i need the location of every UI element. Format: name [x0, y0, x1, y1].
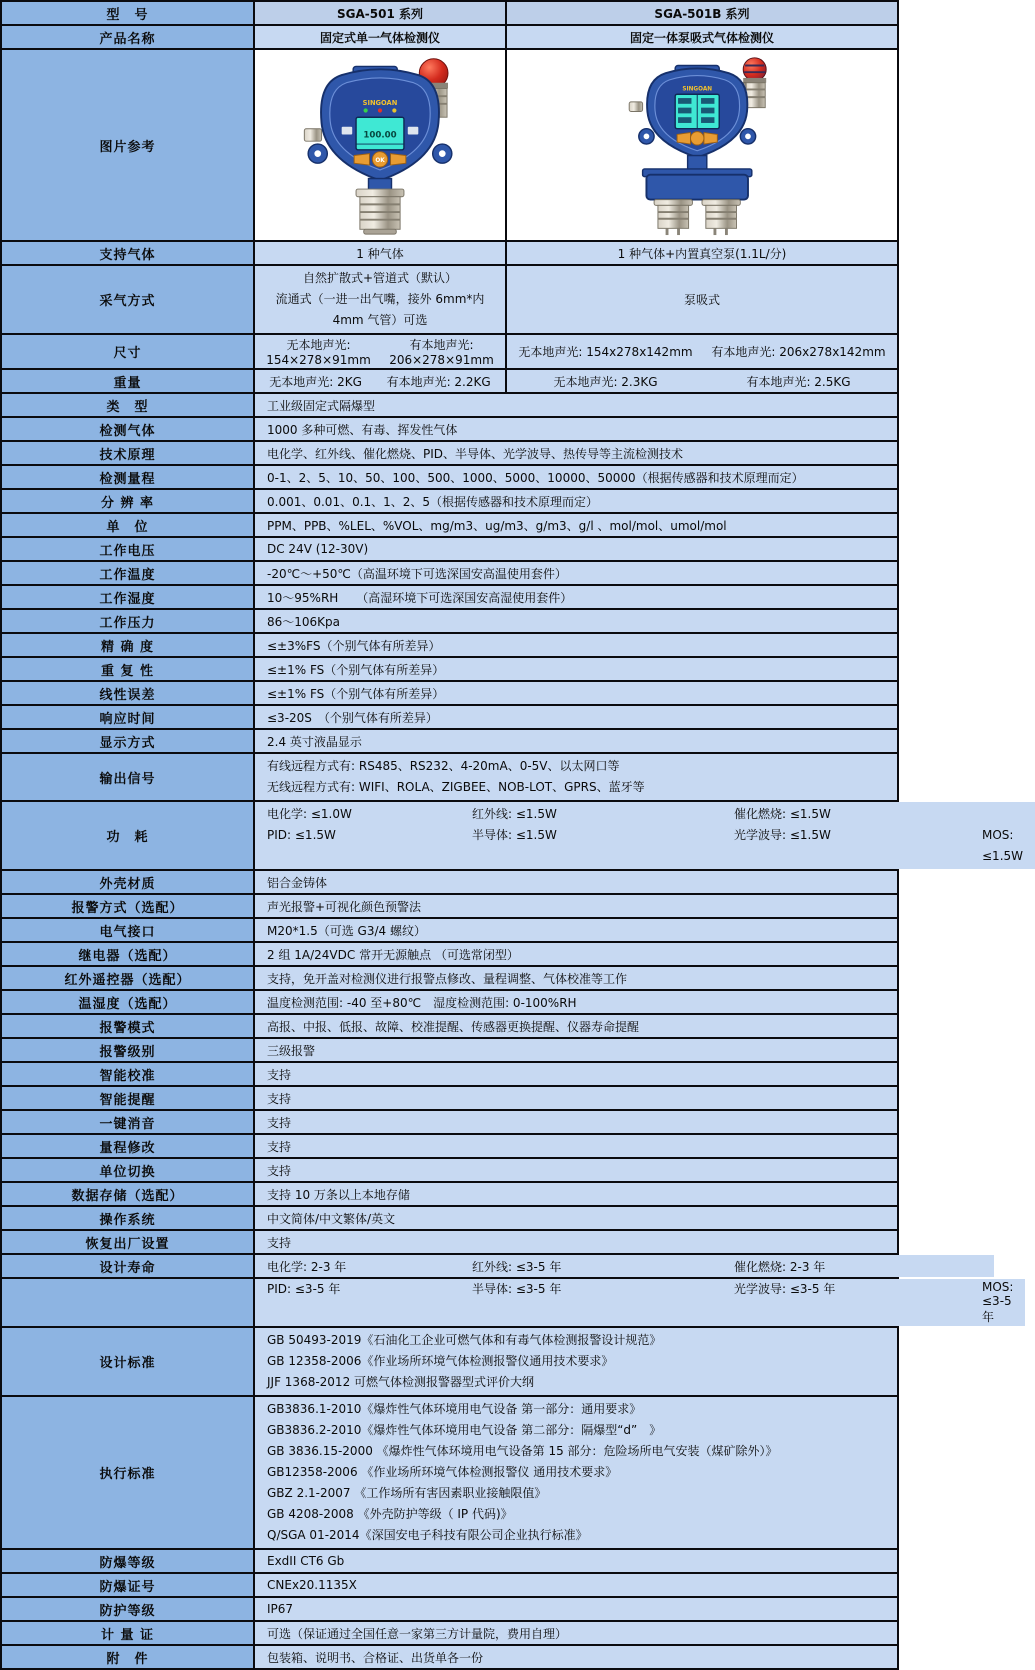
- table-row-os: 操作系统 中文简体/中文繁体/英文: [2, 1207, 897, 1231]
- output-signal-value: 有线远程方式有: RS485、RS232、4-20mA、0-5V、以太网口等 无线远程方式有: WIFI、ROLA、ZIGBEE、NOB-LOT、GPRS、蓝牙等: [255, 754, 897, 800]
- table-row-accuracy: 精 确 度 ≤±3%FS（个别气体有所差异）: [2, 634, 897, 658]
- table-row-electrical-interface: 电气接口 M20*1.5（可选 G3/4 螺纹）: [2, 919, 897, 943]
- table-row-type: 类 型 工业级固定式隔爆型: [2, 394, 897, 418]
- row-value: 支持: [255, 1063, 897, 1085]
- button-ok: [691, 132, 704, 145]
- row-value: 电化学、红外线、催化燃烧、PID、半导体、光学波导、热传导等主流检测技术: [255, 442, 897, 464]
- table-row-design-standards: 设计标准 GB 50493-2019《石油化工企业可燃气体和有毒气体检测报警设计规范》 GB 12358-2006《作业场所环境气体检测报警仪通用技术要求》 JJF 1368-2012 可燃气体检测报警器型式评价大纲: [2, 1328, 897, 1397]
- cable-gland: [629, 102, 642, 112]
- row-value: 86～106Kpa: [255, 610, 897, 632]
- row-value: 支持 10 万条以上本地存储: [255, 1183, 897, 1205]
- led-fault: [392, 108, 396, 112]
- table-row-technology: 技术原理 电化学、红外线、催化燃烧、PID、半导体、光学波导、热传导等主流检测技术: [2, 442, 897, 466]
- table-row-voltage: 工作电压 DC 24V (12-30V): [2, 538, 897, 562]
- table-row-linearity: 线性误差 ≤±1% FS（个别气体有所差异）: [2, 682, 897, 706]
- table-row-resolution: 分 辨 率 0.001、0.01、0.1、1、2、5（根据传感器和技术原理而定）: [2, 490, 897, 514]
- row-value: 支持: [255, 1231, 897, 1253]
- product-image-cell-1: [255, 50, 507, 240]
- product-image-cell-2: [507, 50, 897, 240]
- sampling-mode-2: 泵吸式: [507, 266, 897, 333]
- table-row-alarm-modes: 报警模式 高报、中报、低报、故障、校准提醒、传感器更换提醒、仪器寿命提醒: [2, 1015, 897, 1039]
- sensor-cylinder-left: [654, 200, 692, 235]
- row-value: 0.001、0.01、0.1、1、2、5（根据传感器和技术原理而定）: [255, 490, 897, 512]
- row-label: 图片参考: [2, 50, 255, 240]
- table-row-one-key-mute: 一键消音 支持: [2, 1111, 897, 1135]
- row-value: 工业级固定式隔爆型: [255, 394, 897, 416]
- table-row-detect-gases: 检测气体 1000 多种可燃、有毒、挥发性气体: [2, 418, 897, 442]
- ok-label: OK: [375, 158, 385, 165]
- model-series-1: SGA-501 系列: [255, 2, 507, 24]
- row-value: ≤±1% FS（个别气体有所差异）: [255, 682, 897, 704]
- row-value: 支持: [255, 1135, 897, 1157]
- table-row-smart-calibration: 智能校准 支持: [2, 1063, 897, 1087]
- table-row-output-signal: 输出信号 有线远程方式有: RS485、RS232、4-20mA、0-5V、以太网口等 无线远程方式有: WIFI、ROLA、ZIGBEE、NOB-LOT、GPRS、蓝牙等: [2, 754, 897, 802]
- supported-gas-2: 1 种气体+内置真空泵(1.1L/分): [507, 242, 897, 264]
- table-row-model: [2, 2, 897, 26]
- table-row-protection-grade: 防护等级 IP67: [2, 1598, 897, 1622]
- table-row-data-storage: 数据存储（选配） 支持 10 万条以上本地存储: [2, 1183, 897, 1207]
- table-row-explosion-proof-grade: 防爆等级 ExdII CT6 Gb: [2, 1550, 897, 1574]
- brand-logo: SINGOAN: [682, 86, 713, 93]
- row-value: 温度检测范围: -40 至+80℃ 湿度检测范围: 0-100%RH: [255, 991, 897, 1013]
- row-value: 铝合金铸体: [255, 871, 897, 893]
- table-row-temp-humidity-option: 温湿度（选配） 温度检测范围: -40 至+80℃ 湿度检测范围: 0-100%RH: [2, 991, 897, 1015]
- gas-detector-sga501b-image: [587, 54, 817, 236]
- model-series-2: SGA-501B 系列: [507, 2, 897, 24]
- table-row-explosion-proof-cert: 防爆证号 CNEx20.1135X: [2, 1574, 897, 1598]
- row-label: 型 号: [2, 2, 255, 24]
- table-row-smart-reminder: 智能提醒 支持: [2, 1087, 897, 1111]
- row-label: 尺寸: [2, 335, 255, 368]
- table-row-range-modify: 量程修改 支持: [2, 1135, 897, 1159]
- side-key-left: [342, 127, 353, 135]
- table-row-supported-gas: [2, 242, 897, 266]
- table-row-sampling: [2, 266, 897, 335]
- table-row-ir-remote: 红外遥控器（选配） 支持，免开盖对检测仪进行报警点修改、量程调整、气体校准等工作: [2, 967, 897, 991]
- sampling-mode-1: 自然扩散式+管道式（默认） 流通式（一进一出气嘴，接外 6mm*内 4mm 气管）可选: [255, 266, 507, 333]
- row-value: IP67: [255, 1598, 897, 1620]
- weight-1: 无本地声光: 2KG 有本地声光: 2.2KG: [255, 370, 507, 392]
- row-value: 10～95%RH （高湿环境下可选深国安高湿使用套件）: [255, 586, 897, 608]
- led-alarm: [378, 108, 382, 112]
- row-value: 支持: [255, 1111, 897, 1133]
- row-value: 0-1、2、5、10、50、100、500、1000、5000、10000、50000（根据传感器和技术原理而定）: [255, 466, 897, 488]
- power-consumption-value: 电化学: ≤1.0W 红外线: ≤1.5W 催化燃烧: ≤1.5W PID: ≤1.5W 半导体: ≤1.5W 光学波导: ≤1.5W MOS: ≤1.5W: [255, 802, 1035, 869]
- row-value: 三级报警: [255, 1039, 897, 1061]
- sensor-cylinder-right: [702, 200, 740, 235]
- brand-logo: SINGOAN: [362, 98, 398, 107]
- design-life-line2: PID: ≤3-5 年 半导体: ≤3-5 年 光学波导: ≤3-5 年 MOS: ≤3-5 年: [255, 1279, 1025, 1326]
- table-row-unit-switch: 单位切换 支持: [2, 1159, 897, 1183]
- row-value: 1000 多种可燃、有毒、挥发性气体: [255, 418, 897, 440]
- row-value: 可选（保证通过全国任意一家第三方计量院，费用自理）: [255, 1622, 897, 1644]
- button-right: [704, 133, 717, 144]
- row-label: 采气方式: [2, 266, 255, 333]
- dimensions-2: 无本地声光: 154x278x142mm 有本地声光: 206x278x142mm: [507, 335, 897, 368]
- table-row-weight: [2, 370, 897, 394]
- design-life-line1: 电化学: 2-3 年 红外线: ≤3-5 年 催化燃烧: 2-3 年: [255, 1255, 994, 1277]
- table-row-housing: 外壳材质 铝合金铸体: [2, 871, 897, 895]
- gas-detector-sga501-image: [275, 54, 485, 236]
- row-value: 包装箱、说明书、合格证、出货单各一份: [255, 1646, 897, 1668]
- row-value: 中文简体/中文繁体/英文: [255, 1207, 897, 1229]
- dimensions-1: 无本地声光: 154×278×91mm 有本地声光: 206×278×91mm: [255, 335, 507, 368]
- sensor-neck: [369, 179, 392, 190]
- row-value: PPM、PPB、%LEL、%VOL、mg/m3、ug/m3、g/m3、g/l 、mol/mol、umol/mol: [255, 514, 897, 536]
- execution-standards-value: GB3836.1-2010《爆炸性气体环境用电气设备 第一部分：通用要求》 GB3836.2-2010《爆炸性气体环境用电气设备 第二部分：隔爆型“d” 》 GB 3836.15-2000 《爆炸性气体环境用电气设备第 15 部分：危险场所电气安装（煤矿除外）》 GB12358-2006 《作业场所环境气体检测报警仪 通用技术要求》 GBZ 2.1-2007 《工作场所有害因素职业接触限值》 GB 4208-2008 《外壳防护等级（ IP 代码)》 Q/SGA 01-2014《深国安电子科技有限公司企业执行标准》: [255, 1397, 897, 1548]
- table-row-units: 单 位 PPM、PPB、%LEL、%VOL、mg/m3、ug/m3、g/m3、g/l 、mol/mol、umol/mol: [2, 514, 897, 538]
- table-row-accessories: 附 件 包装箱、说明书、合格证、出货单各一份: [2, 1646, 897, 1668]
- table-row-relay: 继电器（选配） 2 组 1A/24VDC 常开无源触点 （可选常闭型）: [2, 943, 897, 967]
- row-value: 2 组 1A/24VDC 常开无源触点 （可选常闭型）: [255, 943, 897, 965]
- design-standards-value: GB 50493-2019《石油化工企业可燃气体和有毒气体检测报警设计规范》 GB 12358-2006《作业场所环境气体检测报警仪通用技术要求》 JJF 1368-2012 可燃气体检测报警器型式评价大纲: [255, 1328, 897, 1395]
- table-row-display: 显示方式 2.4 英寸液晶显示: [2, 730, 897, 754]
- button-left: [677, 133, 690, 144]
- row-value: 2.4 英寸液晶显示: [255, 730, 897, 752]
- row-value: ≤±3%FS（个别气体有所差异）: [255, 634, 897, 656]
- led-power: [364, 108, 368, 112]
- table-row-alarm-method: 报警方式（选配） 声光报警+可视化颜色预警法: [2, 895, 897, 919]
- table-row-power-consumption: 功 耗 电化学: ≤1.0W 红外线: ≤1.5W 催化燃烧: ≤1.5W PID: ≤1.5W 半导体: ≤1.5W 光学波导: ≤1.5W MOS: ≤1.5W: [2, 802, 897, 871]
- button-right: [391, 154, 406, 165]
- row-label: 产品名称: [2, 26, 255, 48]
- row-value: 支持，免开盖对检测仪进行报警点修改、量程调整、气体校准等工作: [255, 967, 897, 989]
- product-name-2: 固定一体泵吸式气体检测仪: [507, 26, 897, 48]
- row-value: M20*1.5（可选 G3/4 螺纹）: [255, 919, 897, 941]
- table-row-execution-standards: 执行标准 GB3836.1-2010《爆炸性气体环境用电气设备 第一部分：通用要求》 GB3836.2-2010《爆炸性气体环境用电气设备 第二部分：隔爆型“d” 》 GB 3836.15-2000 《爆炸性气体环境用电气设备第 15 部分：危险场所电气安装（煤矿除外）》 GB12358-2006 《作业场所环境气体检测报警仪 通用技术要求》 GBZ 2.1-2007 《工作场所有害因素职业接触限值》 GB 4208-2008 《外壳防护等级（ IP 代码)》 Q/SGA 01-2014《深国安电子科技有限公司企业执行标准》: [2, 1397, 897, 1550]
- row-value: -20℃～+50℃（高温环境下可选深国安高温使用套件）: [255, 562, 897, 584]
- table-row-images: [2, 50, 897, 242]
- product-name-1: 固定式单一气体检测仪: [255, 26, 507, 48]
- row-value: ≤±1% FS（个别气体有所差异）: [255, 658, 897, 680]
- row-value: ExdII CT6 Gb: [255, 1550, 897, 1572]
- supported-gas-1: 1 种气体: [255, 242, 507, 264]
- table-row-humidity: 工作湿度 10～95%RH （高湿环境下可选深国安高湿使用套件）: [2, 586, 897, 610]
- row-value: DC 24V (12-30V): [255, 538, 897, 560]
- table-row-range: 检测量程 0-1、2、5、10、50、100、500、1000、5000、10000、50000（根据传感器和技术原理而定）: [2, 466, 897, 490]
- row-value: 高报、中报、低报、故障、校准提醒、传感器更换提醒、仪器寿命提醒: [255, 1015, 897, 1037]
- table-row-temperature: 工作温度 -20℃～+50℃（高温环境下可选深国安高温使用套件）: [2, 562, 897, 586]
- button-left: [354, 154, 369, 165]
- table-row-repeatability: 重 复 性 ≤±1% FS（个别气体有所差异）: [2, 658, 897, 682]
- table-row-response-time: 响应时间 ≤3-20S （个别气体有所差异）: [2, 706, 897, 730]
- row-value: 支持: [255, 1087, 897, 1109]
- table-row-pressure: 工作压力 86～106Kpa: [2, 610, 897, 634]
- weight-2: 无本地声光: 2.3KG 有本地声光: 2.5KG: [507, 370, 897, 392]
- table-row-metrology-cert: 计 量 证 可选（保证通过全国任意一家第三方计量院，费用自理）: [2, 1622, 897, 1646]
- side-key-right: [408, 127, 419, 135]
- row-value: 支持: [255, 1159, 897, 1181]
- row-label: 重量: [2, 370, 255, 392]
- table-row-dimensions: [2, 335, 897, 370]
- row-value: CNEx20.1135X: [255, 1574, 897, 1596]
- table-row-factory-reset: 恢复出厂设置 支持: [2, 1231, 897, 1255]
- cable-gland: [304, 129, 321, 141]
- screen-reading: 100.00: [363, 130, 397, 141]
- table-row-product-name: [2, 26, 897, 50]
- table-row-design-life-1: 设计寿命 电化学: 2-3 年 红外线: ≤3-5 年 催化燃烧: 2-3 年: [2, 1255, 897, 1279]
- pump-base: [646, 175, 748, 200]
- row-label: 支持气体: [2, 242, 255, 264]
- table-row-design-life-2: [2, 1279, 1014, 1328]
- row-value: 声光报警+可视化颜色预警法: [255, 895, 897, 917]
- table-row-alarm-levels: 报警级别 三级报警: [2, 1039, 897, 1063]
- row-value: ≤3-20S （个别气体有所差异）: [255, 706, 897, 728]
